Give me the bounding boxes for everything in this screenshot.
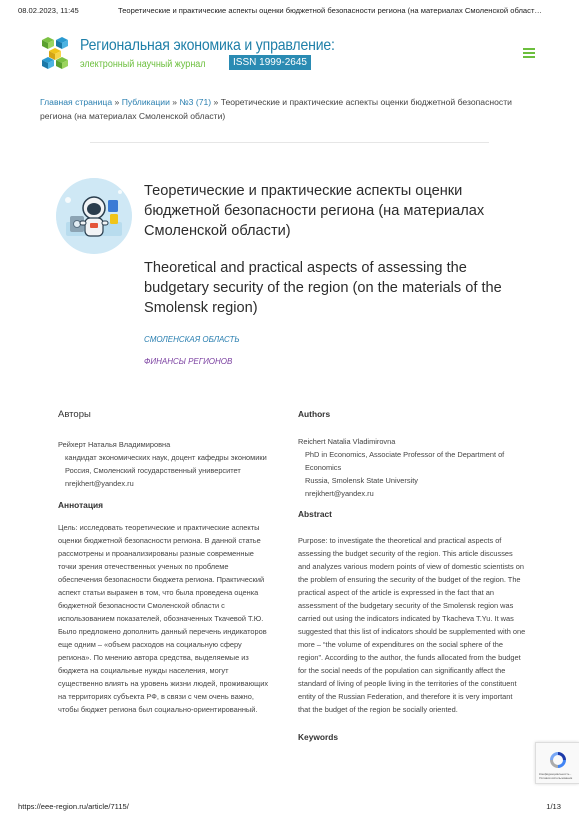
breadcrumb-current: Теоретические и практические аспекты оценки бюджетной безопасности региона (на материалах Смоленской области)	[40, 97, 512, 121]
author-degree: PhD in Economics, Associate Professor of the Department of Economics	[305, 450, 505, 472]
site-subtitle: электронный научный журнал	[80, 59, 206, 70]
breadcrumb-issue-link[interactable]: №3 (71)	[179, 97, 212, 107]
recaptcha-badge[interactable]	[535, 742, 579, 784]
authors-heading: Authors	[298, 409, 331, 419]
site-header	[0, 28, 579, 78]
hamburger-menu-icon[interactable]	[523, 48, 535, 58]
print-header	[18, 6, 561, 20]
tag-link[interactable]: ФИНАНСЫ РЕГИОНОВ	[144, 357, 233, 366]
author-degree: кандидат экономических наук, доцент кафедры экономики	[65, 453, 267, 462]
divider	[90, 142, 489, 143]
abstract-heading: Abstract	[298, 509, 332, 519]
recaptcha-text[interactable]: Конфиденциальность - Условия использования	[539, 772, 573, 780]
authors-heading: Авторы	[58, 409, 91, 420]
breadcrumb-home-link[interactable]: Главная страница	[40, 97, 113, 107]
english-column	[298, 408, 526, 744]
article-title-en: Theoretical and practical aspects of assessing the budgetary security of the region (on the materials of the Smolensk region)	[144, 260, 502, 316]
abstract-text: Purpose: to investigate the theoretical and practical aspects of assessing the budget security of the region. This article discusses and analyzes various modern points of view of domestic scientists on the problem of ensuring the security of the budget of the region. The practical aspect of the article is expressed in the fact that an assessment of the budgetary security of the Smolensk region was carried out using the indicators indicated by Tkacheva T.Yu. It was suggested that this list of indicators should be supplemented with one more – “the volume of expenditures on the social sphere of the region”. According to the author, the funds allocated from the budget for the social needs of the population can significantly affect the standard of living of people living in the territories of the constituent entity of the Russian Federation, and therefore it is very important that the budget of the region be socially oriented.	[298, 536, 526, 714]
print-page-title: Теоретические и практические аспекты оценки бюджетной безопасности региона (на материалах Смоленской облаcт…	[118, 6, 543, 15]
tag-link[interactable]: СМОЛЕНСКАЯ ОБЛАСТЬ	[144, 335, 240, 344]
issn-badge: ISSN 1999-2645	[229, 55, 311, 70]
author-affiliation: Россия, Смоленский государственный университет	[65, 466, 241, 475]
article-illustration	[56, 178, 132, 254]
author-name: Рейхерт Наталья Владимировна	[58, 440, 171, 449]
print-url: https://eee-region.ru/article/7115/	[18, 802, 129, 811]
breadcrumb-separator: »	[112, 97, 122, 107]
abstract-text: Цель: исследовать теоретические и практические аспекты оценки бюджетной безопасности региона. В данной статье рассмотрены и проанализированы разные современные точки зрения отечественных ученых по проблеме обеспечения безопасности бюджета региона. Практический аспект статьи выражен в том, что была проведена оценка бюджетной безопасности Смоленской области с использованием показателей, обозначенных Ткачевой Т.Ю. Было предложено дополнить данный перечень индикаторов еще одним – «объем расходов на социальную сферу региона». По мнению автора средства, выделяемые из бюджета на социальные нужды населения, могут существенно влиять на уровень жизни людей, проживающих на территориях субъекта РФ, в связи с чем очень важно, чтобы бюджет региона был социально-ориентированный.	[58, 523, 269, 714]
breadcrumb	[40, 95, 539, 123]
recaptcha-icon	[548, 750, 568, 770]
author-name: Reichert Natalia Vladimirovna	[298, 437, 396, 446]
logo-cubes-icon[interactable]	[40, 36, 70, 70]
article-title-ru: Теоретические и практические аспекты оценки бюджетной безопасности региона (на материалах Смоленской области)	[144, 183, 485, 239]
print-datetime: 08.02.2023, 11:45	[18, 6, 79, 15]
print-page-number: 1/13	[546, 802, 561, 811]
breadcrumb-publications-link[interactable]: Публикации	[121, 97, 170, 107]
print-footer	[18, 802, 561, 814]
author-email[interactable]: nrejkhert@yandex.ru	[305, 489, 374, 498]
abstract-heading: Аннотация	[58, 500, 104, 510]
keywords-heading: Keywords	[298, 732, 339, 742]
breadcrumb-separator: »	[211, 97, 221, 107]
breadcrumb-separator: »	[169, 97, 180, 107]
author-affiliation: Russia, Smolensk State University	[305, 476, 418, 485]
site-title[interactable]: Региональная экономика и управление:	[80, 37, 335, 54]
author-email[interactable]: nrejkhert@yandex.ru	[65, 479, 134, 488]
russian-column	[58, 408, 273, 716]
